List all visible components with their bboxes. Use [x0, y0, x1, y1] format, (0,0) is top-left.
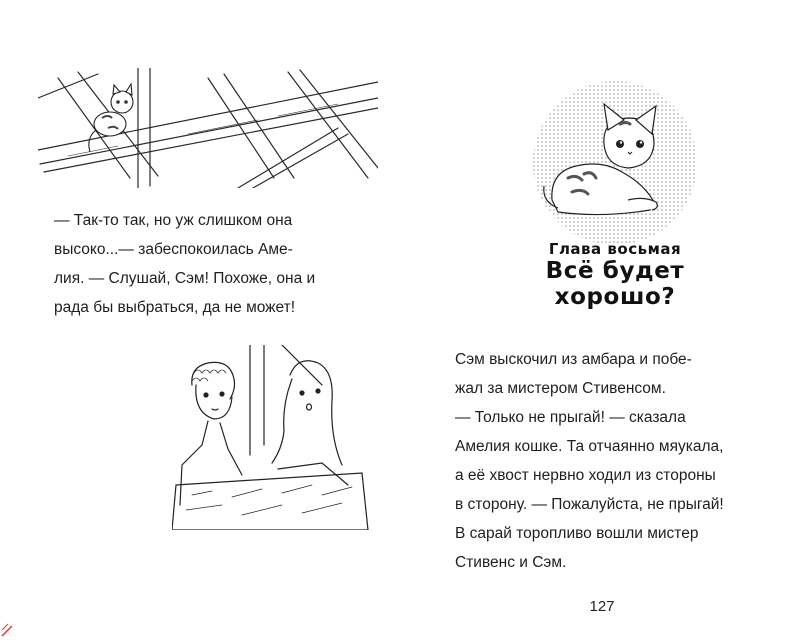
text-line: лия. — Слушай, Сэм! Похоже, она и — [54, 270, 316, 287]
text-line: Сэм выскочил из амбара и побе- — [455, 351, 692, 368]
right-paragraph — [455, 345, 745, 577]
children-looking-up-illustration — [172, 345, 372, 530]
page-number: 127 — [589, 598, 615, 615]
text-line: а её хвост нервно ходил из стороны — [455, 467, 716, 484]
chapter-label: Глава восьмая — [548, 240, 682, 258]
text-line: рада бы выбраться, да не может! — [54, 299, 296, 316]
text-line: — Так-то так, но уж слишком она — [54, 212, 293, 229]
chapter-title: Всё будет хорошо? — [545, 258, 685, 310]
kitten-on-beam-illustration — [38, 68, 378, 188]
text-line: высоко...— забеспокоилась Аме- — [54, 241, 293, 258]
corner-mark-icon — [0, 616, 22, 638]
text-line: — Только не прыгай! — сказала — [455, 409, 686, 426]
kitten-badge-illustration — [532, 80, 698, 246]
text-line: Амелия кошке. Та отчаянно мяукала, — [455, 438, 724, 455]
right-page — [400, 0, 800, 640]
text-line: В сарай торопливо вошли мистер — [455, 525, 699, 542]
text-line: в сторону. — Пожалуйста, не прыгай! — [455, 496, 724, 513]
text-line: жал за мистером Стивенсом. — [455, 380, 666, 397]
left-paragraph — [54, 206, 334, 322]
text-line: Стивенс и Сэм. — [455, 554, 567, 571]
